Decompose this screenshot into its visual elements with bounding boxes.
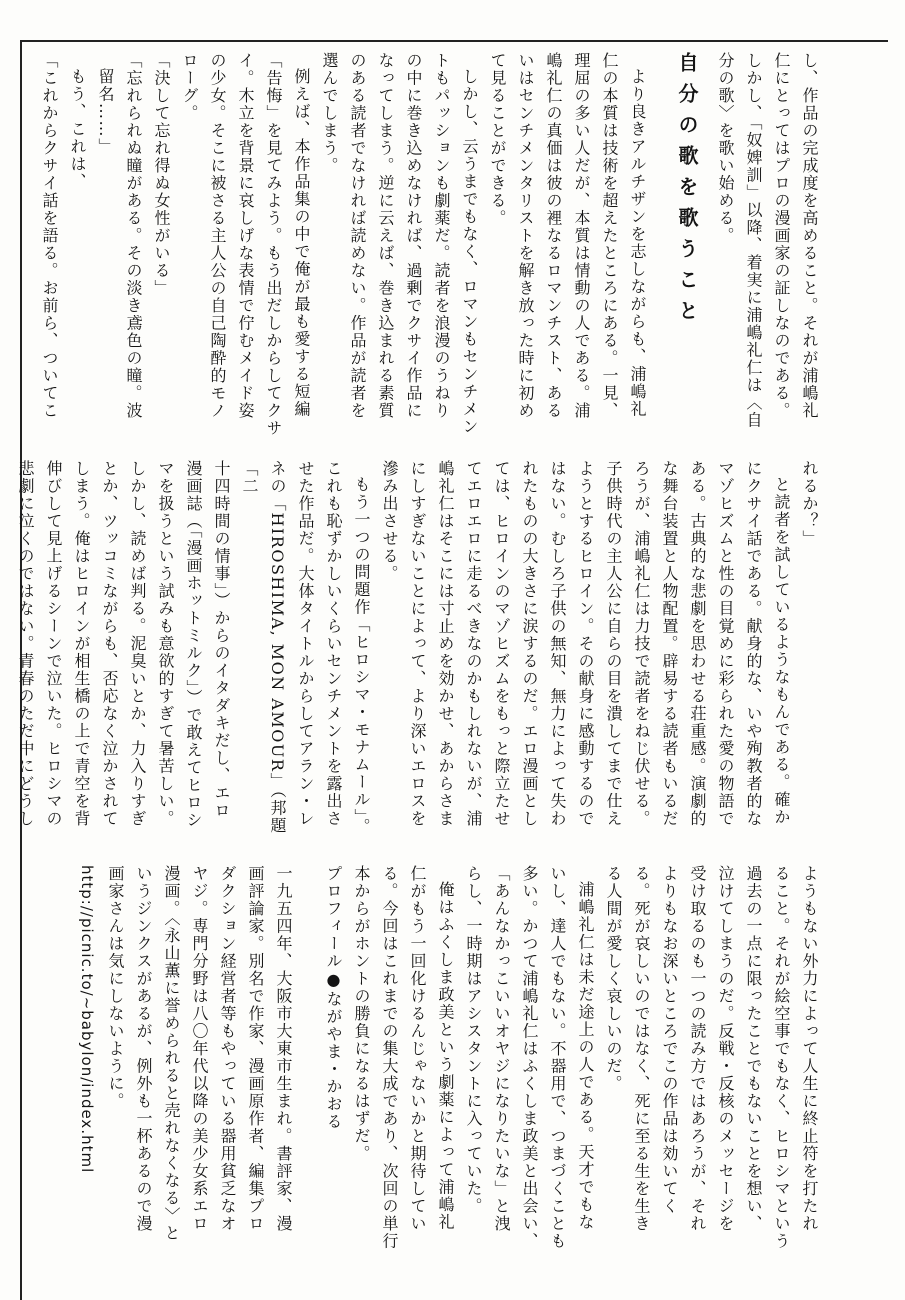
text-line: 仁にとってはプロの漫画家の証しなのである。 xyxy=(772,52,791,420)
text-line: ては、ヒロインのマゾヒズムをもっと際立たせ xyxy=(492,460,511,828)
quote-line: 「忘れられぬ瞳がある。その淡き鳶色の瞳。波 xyxy=(124,52,143,420)
text-line: の中に巻き込めなければ、過剰でクサイ作品に xyxy=(404,52,423,420)
profile-line: 画家さんは気にしないように。 xyxy=(106,865,125,1110)
profile-line: 漫画。〈永山薫に誉められると売れなくなる〉と xyxy=(162,865,181,1242)
text-line: る。死が哀しいのではなく、死に至る生を生き xyxy=(632,865,651,1233)
profile-line: 一九五四年、大阪市大東市生まれ。書評家、漫 xyxy=(274,865,293,1233)
text-line: る人間が愛しく哀しいのだ。 xyxy=(604,865,623,1093)
text-line: らし、一時期はアシスタントに入っていた。 xyxy=(464,865,483,1215)
text-line: これも恥ずかしいくらいセンチメントを露出さ xyxy=(324,460,343,828)
profile-line: ダクション経営者等もやっている器用貧乏なオ xyxy=(218,865,237,1233)
text-line: にクサイ話である。献身的な、いや殉教者的な xyxy=(744,460,763,828)
text-line: マを扱うという試みも意欲的すぎて暑苦しい。 xyxy=(156,460,175,828)
text-line: トもパッションも劇薬だ。読者を浪漫のうねり xyxy=(432,52,451,420)
quote-line: 「これからクサイ話を語る。お前ら、ついてこ xyxy=(40,52,59,420)
text-line: れたものの大きさに涙するのだ。エロ漫画とし xyxy=(520,460,539,828)
text-line: より良きアルチザンを志しながらも、浦嶋礼 xyxy=(628,68,647,418)
text-line: 滲み出させる。 xyxy=(380,460,399,583)
text-line: のある読者でなければ読めない。作品が読者を xyxy=(348,52,367,420)
profile-line: 画評論家。別名で作家、漫画原作者、編集プロ xyxy=(246,865,265,1233)
text-line: なってしまう。逆に云えば、巻き込まれる素質 xyxy=(376,52,395,420)
text-line: 多い。かつて浦嶋礼仁はふくしま政美と出会い、 xyxy=(520,865,539,1250)
text-line: 嶋礼仁の真価は彼の裡なるロマンチスト、ある xyxy=(544,52,563,420)
text-line: マゾヒズムと性の目覚めに彩られた愛の物語で xyxy=(716,460,735,828)
text-line: し、作品の完成度を高めること。それが浦嶋礼 xyxy=(800,52,819,420)
text-line: イ。木立を背景に哀しげな表情で佇むメイド姿 xyxy=(236,52,255,420)
text-line: 「告悔」を見てみよう。もう出だしからしてクサ xyxy=(264,52,283,437)
text-line: 例えば、本作品集の中で俺が最も愛する短編 xyxy=(292,68,311,418)
text-tier-3 xyxy=(23,865,823,1265)
text-line: よりもなお深いところでこの作品は効いてく xyxy=(660,865,679,1215)
text-line: しまう。俺はヒロインが相生橋の上で青空を背 xyxy=(72,460,91,828)
text-line: て見ることができる。 xyxy=(488,52,507,227)
profile-heading: プロフィール●ながやま・かおる xyxy=(324,865,343,1131)
text-line: 本からがホントの勝負になるはずだ。 xyxy=(352,865,371,1163)
profile-url: http://picnic.to/~babylon/index.html xyxy=(78,865,96,1174)
text-line: 選んでしまう。 xyxy=(320,52,339,175)
text-line: 理屈の多い人だが、本質は情動の人である。浦 xyxy=(572,52,591,420)
text-line: とか、ツッコミながらも、否応なく泣かされて xyxy=(100,460,119,828)
text-line: 浦嶋礼仁は未だ途上の人である。天才でもな xyxy=(576,881,595,1231)
text-line: な舞台装置と人物配置。辟易する読者もいるだ xyxy=(660,460,679,828)
text-line: 子供時代の主人公に自らの目を潰してまで仕え xyxy=(604,460,623,828)
text-line: れるか？」 xyxy=(800,460,819,548)
text-line: ローグ。 xyxy=(180,52,199,122)
text-line: ようもない外力によって人生に終止符を打たれ xyxy=(800,865,819,1233)
text-line: 分の歌〉を歌い始める。 xyxy=(716,52,735,245)
text-line: 泣けてしまうのだ。反戦・反核のメッセージを xyxy=(716,865,735,1233)
text-line: 過去の一点に限ったことでもないことを想い、 xyxy=(744,865,763,1233)
text-line: しかし、「奴婢訓」以降、着実に浦嶋礼仁は〈自 xyxy=(744,52,763,429)
text-line: しかし、読めば判る。泥臭いとか、力入りすぎ xyxy=(128,460,147,828)
text-line: てエロエロに走るべきなのかもしれないが、浦 xyxy=(464,460,483,828)
text-line: ネの「HIROSHIMA, MON AMOUR」（邦題「二 xyxy=(240,460,287,835)
text-line: はない。むしろ子供の無知、無力によって失わ xyxy=(548,460,567,828)
text-line: の少女。そこに被さる主人公の自己陶酔的モノ xyxy=(208,52,227,420)
section-heading: 自分の歌を歌うこと xyxy=(675,52,699,331)
text-line: る。今回はこれまでの集大成であり、次回の単行 xyxy=(380,865,399,1250)
text-line: 俺はふくしま政美という劇薬によって浦嶋礼 xyxy=(436,881,455,1231)
text-line: にしすぎないことによって、より深いエロスを xyxy=(408,460,427,828)
text-line: と読者を試しているようなもんである。確か xyxy=(772,476,791,826)
text-line: もう一つの問題作「ヒロシマ・モナムール」。 xyxy=(352,476,371,836)
text-line: 仁がもう一回化けるんじゃないかと期待してい xyxy=(408,865,427,1233)
quote-line: 「決して忘れ得ぬ女性がいる」 xyxy=(152,52,171,297)
text-line: 十四時間の情事」）からのイタダキだし、エロ xyxy=(212,460,231,820)
frame-top-rule xyxy=(20,40,888,42)
profile-line: いうジンクスがあるが、例外も一杯あるので漫 xyxy=(134,865,153,1233)
text-line: 嶋礼仁はそこには寸止めを効かせ、あからさま xyxy=(436,460,455,828)
text-tier-1 xyxy=(23,52,823,437)
text-line: ること。それが絵空事でもなく、ヒロシマという xyxy=(772,865,791,1250)
quote-line: 留名……」 xyxy=(96,68,115,156)
text-line: 悲劇に泣くのではない。青春のただ中にどうし xyxy=(16,460,35,828)
text-line: 漫画誌（「漫画ホットミルク」）で敢えてヒロシ xyxy=(184,460,203,829)
text-line: もう、これは、 xyxy=(68,68,87,191)
text-tier-2 xyxy=(16,460,823,845)
text-line: いはセンチメンタリストを解き放った時に初め xyxy=(516,52,535,420)
text-line: 仁の本質は技術を超えたところにある。一見、 xyxy=(600,52,619,420)
text-line: 受け取るのも一つの読み方ではあろうが、それ xyxy=(688,865,707,1233)
text-line: ろうが、浦嶋礼仁は力技で読者をねじ伏せる。 xyxy=(632,460,651,828)
text-line: ようとするヒロイン。その献身に感動するので xyxy=(576,460,595,828)
text-line: ある。古典的な悲劇を思わせる荘重感。演劇的 xyxy=(688,460,707,828)
text-line: 伸びして見上げるシーンで泣いた。ヒロシマの xyxy=(44,460,63,828)
text-line: いし、達人でもない。不器用で、つまづくことも xyxy=(548,865,567,1250)
profile-line: ヤジ。専門分野は八〇年代以降の美少女系エロ xyxy=(190,865,209,1233)
text-line: せた作品だ。大体タイトルからしてアラン・レ xyxy=(296,460,315,828)
text-line: 「あんなかっこいいオヤジになりたいな」と洩 xyxy=(492,865,511,1233)
text-line: しかし、云うまでもなく、ロマンもセンチメン xyxy=(460,68,479,436)
